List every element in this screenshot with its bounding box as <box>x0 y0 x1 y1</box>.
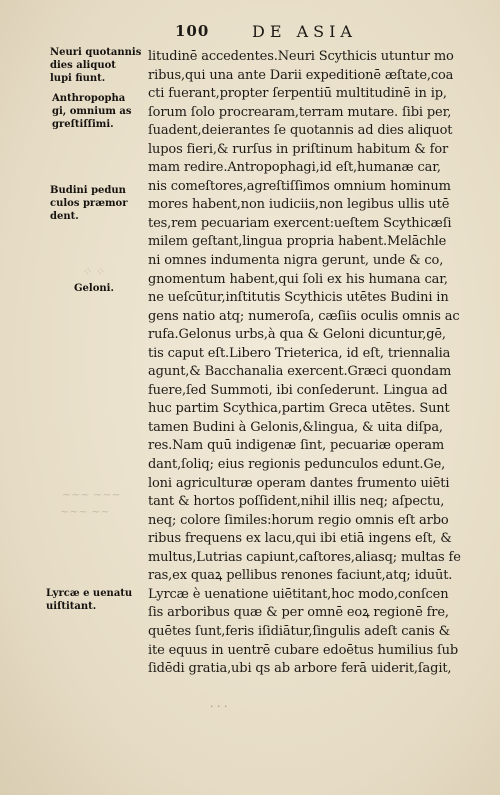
text-line: ſidēdi gratia,ubi qs ab arbore ferā uiderit,ſagit, <box>148 661 452 677</box>
text-line: ite equus in uentrē cubare edoētus humilius ſub <box>148 642 459 658</box>
margin-note-line: dies aliquot <box>50 60 116 71</box>
margin-note-neuri <box>50 46 141 85</box>
text-line: agunt,& Bacchanalia exercent.Græci quondam <box>148 364 452 380</box>
text-line: loni agriculturæ operam dantes frumento uiēti <box>148 475 450 491</box>
margin-note-line: dent. <box>50 211 79 222</box>
margin-note-geloni <box>74 282 114 295</box>
text-line: Lyrcæ è uenatione uiētitant,hoc modo,conſcen <box>148 586 449 602</box>
margin-note-line: Anthropopha <box>52 93 126 104</box>
text-line: tamen Budini à Gelonis,&lingua, & uita diſpa, <box>148 419 443 435</box>
bleed-through-mark: ⁘ ⁘ <box>82 265 104 278</box>
margin-note-line: greſtiſſimi. <box>52 119 114 130</box>
bleed-through-mark: ~~~ ~~~ <box>62 488 121 501</box>
margin-note-line: Geloni. <box>74 283 114 294</box>
text-line: nis comeſtores,agreſtiſſimos omnium hominum <box>148 178 451 194</box>
text-line: dant,ſoliq; eius regionis pedunculos edunt.Ge, <box>148 457 446 473</box>
text-line: litudinē accedentes.Neuri Scythicis utuntur mo <box>148 49 454 64</box>
text-line: quētes ſunt,feris iſidiātur,ſingulis adeſt canis & <box>148 623 451 639</box>
text-line: ſuadent,deierantes ſe quotannis ad dies aliquot <box>148 123 453 139</box>
text-line: huc partim Scythica,partim Greca utētes. Sunt <box>148 401 450 417</box>
text-line: ſorum ſolo procrearam,terram mutare. ſibi per, <box>148 104 452 120</box>
text-line: gens natio atq; numeroſa, cæſiis oculis omnis ac <box>148 308 460 324</box>
margin-note-anthropophagi <box>52 92 132 131</box>
bleed-through-mark: · · · <box>210 700 228 713</box>
margin-note-line: culos præmor <box>50 198 128 209</box>
text-line: lupos fieri,& rurſus in priſtinum habitum & for <box>148 141 449 157</box>
running-head: DE ASIA <box>252 22 357 41</box>
text-line: multus,Lutrias capiunt,caſtores,aliasq; multas fe <box>148 549 461 565</box>
text-line: ras,ex quaꝝ pellibus renones faciunt,atq; iduūt. <box>148 568 453 584</box>
text-line: mores habent,non iudiciis,non legibus ullis utē <box>148 197 450 213</box>
text-line: gnomentum habent,qui ſoli ex his humana car, <box>148 271 448 287</box>
text-line: rufa.Gelonus urbs,à qua & Geloni dicuntur,gē, <box>148 327 446 343</box>
text-line: ribus,qui una ante Darii expeditionē æſtate,coa <box>148 67 454 83</box>
text-line: ſis arboribus quæ & per omnē eoꝝ regionē fre, <box>148 605 449 621</box>
text-line: ni omnes indumenta nigra gerunt, unde & co, <box>148 253 444 269</box>
text-line: mam redire.Antropophagi,id eſt,humanæ car, <box>148 160 441 176</box>
margin-note-line: Budini pedun <box>50 185 126 196</box>
text-line: tis caput eſt.Libero Trieterica, id eſt, triennalia <box>148 345 451 361</box>
bleed-through-mark: ~~~ ~~ <box>60 505 110 518</box>
margin-note-line: gi, omnium as <box>52 106 132 117</box>
text-line: tant & hortos poſſident,nihil illis neq; aſpectu, <box>148 494 445 510</box>
margin-note-line: Lyrcæ e uenatu <box>46 588 133 599</box>
text-line: ne ueſcūtur,inſtitutis Scythicis utētes Budini in <box>148 290 449 306</box>
margin-note-line: lupi fiunt. <box>50 73 106 84</box>
page-number: 100 <box>175 22 210 40</box>
body-text <box>148 48 490 679</box>
text-line: milem geſtant,lingua propria habent.Melāchle <box>148 234 447 250</box>
text-line: tes,rem pecuariam exercent:ueſtem Scythicæſi <box>148 215 452 231</box>
text-line: neq; colore ſimiles:horum regio omnis eſt arbo <box>148 512 449 528</box>
text-line: fuere,ſed Summoti, ibi conſederunt. Lingua ad <box>148 382 448 398</box>
text-line: ribus frequens ex lacu,qui ibi etiā ingens eſt, & <box>148 531 452 547</box>
margin-note-lyrcae <box>46 587 132 613</box>
margin-note-budini <box>50 184 127 223</box>
margin-note-line: uiſtitant. <box>46 601 97 612</box>
text-line: res.Nam quū indigenæ ſint, pecuariæ operam <box>148 438 445 454</box>
margin-notes <box>0 0 146 795</box>
margin-note-line: Neuri quotannis <box>50 47 142 58</box>
text-line: cti fuerant,propter ſerpentiū multitudinē in ip, <box>148 86 447 102</box>
